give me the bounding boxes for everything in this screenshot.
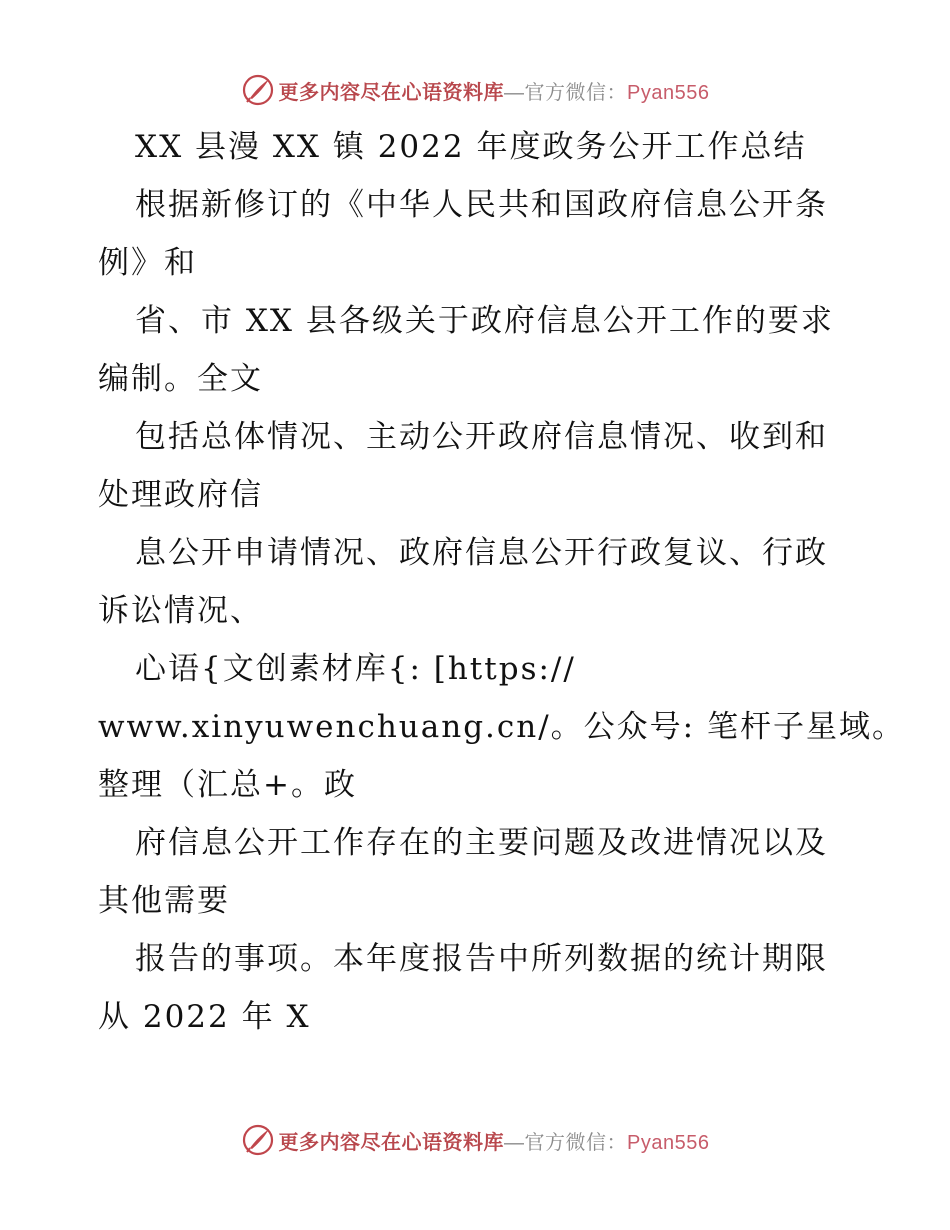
paragraph-line: 报告的事项。本年度报告中所列数据的统计期限	[135, 941, 828, 977]
paragraph-line: 从 2022 年 X	[98, 999, 311, 1035]
paragraph-line: 心语{文创素材库{: [https://	[135, 651, 576, 687]
banner-highlight-text: 更多内容尽在心语资料库	[278, 1131, 505, 1154]
paragraph-line: 根据新修订的《中华人民共和国政府信息公开条	[135, 187, 828, 223]
paragraph-line: 整理（汇总+。政	[98, 767, 357, 803]
paragraph-line: 包括总体情况、主动公开政府信息情况、收到和	[135, 419, 828, 455]
banner-dash: —	[504, 81, 525, 104]
url-line: www.xinyuwenchuang.cn/。公众号: 笔杆子星域。	[98, 709, 905, 745]
paragraph-line: 其他需要	[98, 883, 230, 919]
banner-account: Pyan556	[627, 81, 710, 104]
quill-logo-icon	[241, 73, 275, 107]
paragraph-line: 处理政府信	[98, 477, 263, 513]
paragraph-line: 省、市 XX 县各级关于政府信息公开工作的要求	[135, 303, 834, 339]
paragraph-line: 府信息公开工作存在的主要问题及改进情况以及	[135, 825, 828, 861]
quill-logo-icon	[241, 1123, 275, 1157]
paragraph-line: 编制。全文	[98, 361, 263, 397]
document-title: XX 县漫 XX 镇 2022 年度政务公开工作总结	[135, 129, 807, 165]
banner-account: Pyan556	[627, 1131, 710, 1154]
banner-highlight-text: 更多内容尽在心语资料库	[278, 81, 505, 104]
banner-label: 官方微信：	[524, 1131, 628, 1154]
footer-banner	[0, 1118, 950, 1162]
banner-dash: —	[504, 1131, 525, 1154]
document-body	[98, 118, 905, 1046]
header-banner	[0, 68, 950, 112]
paragraph-line: 例》和	[98, 245, 197, 281]
banner-label: 官方微信：	[524, 81, 628, 104]
paragraph-line: 息公开申请情况、政府信息公开行政复议、行政	[135, 535, 828, 571]
paragraph-line: 诉讼情况、	[98, 593, 263, 629]
